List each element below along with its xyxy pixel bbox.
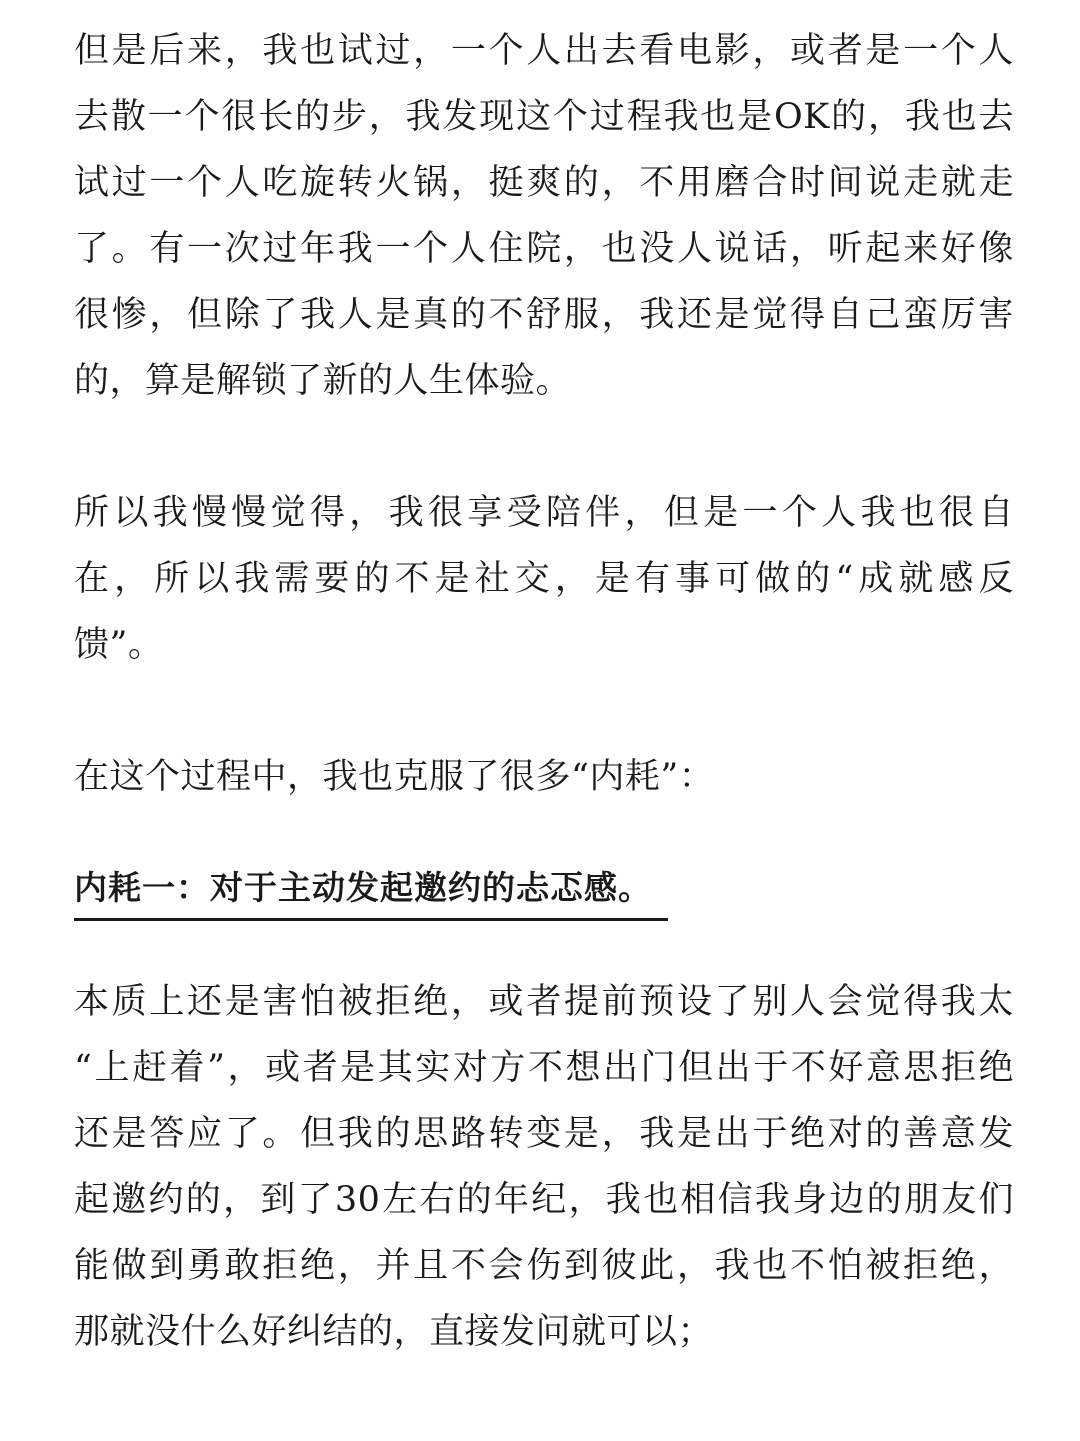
- text-line: 但是后来，我也试过，一个人出去看电影，或者是一个人: [74, 31, 1014, 71]
- paragraph-gap: [74, 678, 1014, 744]
- paragraph-enjoy-company: [74, 480, 1014, 678]
- text-line: 还是答应了。但我的思路转变是，我是出于绝对的善意发: [74, 1114, 1014, 1154]
- text-line: 在，所以我需要的不是社交，是有事可做的“成就感反: [74, 559, 1014, 599]
- text-line: 很惨，但除了我人是真的不舒服，我还是觉得自己蛮厉害: [74, 295, 1014, 335]
- text-line: 馈”。: [74, 625, 164, 665]
- paragraph-solo-experiences: [74, 18, 1014, 414]
- text-line: 所以我慢慢觉得，我很享受陪伴，但是一个人我也很自: [74, 493, 1014, 533]
- text-line: 去散一个很长的步，我发现这个过程我也是OK的，我也去: [74, 97, 1014, 137]
- paragraph-gap: [74, 921, 1014, 969]
- text-line: 那就没什么好纠结的，直接发问就可以；: [74, 1312, 714, 1352]
- section-heading-wrapper: [74, 858, 1014, 921]
- text-line: 试过一个人吃旋转火锅，挺爽的，不用磨合时间说走就走: [74, 163, 1014, 203]
- section-heading: 内耗一：对于主动发起邀约的忐忑感。: [74, 858, 668, 921]
- text-line: “上赶着”，或者是其实对方不想出门但出于不好意思拒绝: [74, 1048, 1014, 1088]
- paragraph-gap: [74, 810, 1014, 858]
- text-line: 本质上还是害怕被拒绝，或者提前预设了别人会觉得我太: [74, 982, 1014, 1022]
- article-body: [74, 18, 1014, 1365]
- text-line: 在这个过程中，我也克服了很多“内耗”：: [74, 757, 715, 797]
- paragraph-overcome-friction: [74, 744, 1014, 810]
- text-line: 能做到勇敢拒绝，并且不会伤到彼此，我也不怕被拒绝，: [74, 1246, 1014, 1286]
- text-line: 的，算是解锁了新的人生体验。: [74, 361, 572, 401]
- paragraph-fear-of-rejection: [74, 969, 1014, 1365]
- text-line: 起邀约的，到了30左右的年纪，我也相信我身边的朋友们: [74, 1180, 1014, 1220]
- text-line: 了。有一次过年我一个人住院，也没人说话，听起来好像: [74, 229, 1014, 269]
- paragraph-gap: [74, 414, 1014, 480]
